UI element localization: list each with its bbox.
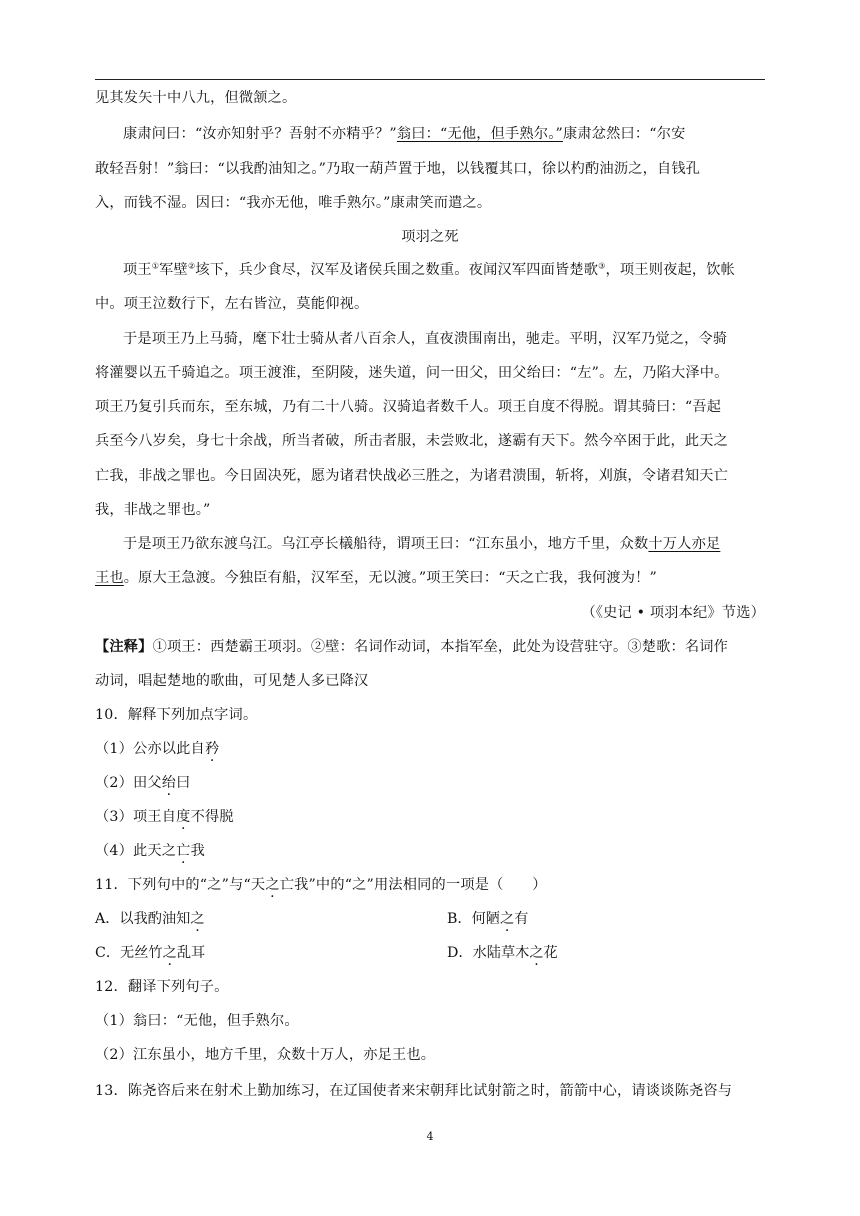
- underlined-phrase: 王也: [95, 570, 124, 586]
- text-line: 项王①军壁②垓下，兵少食尽，汉军及诸侯兵围之数重。夜闻汉军四面皆楚歌③，项王则夜起，饮帐: [123, 261, 736, 278]
- question-11-stem: 11．下列句中的“之”与“天之亡我”中的“之”用法相同的一项是（ ）: [95, 877, 547, 893]
- text-line: 将灌婴以五千骑追之。项王渡淮，至阴陵，迷失道，问一田父，田父绐曰：“左”。左，乃陷大泽中。: [95, 365, 729, 381]
- text-line: 我，非战之罪也。”: [95, 502, 211, 518]
- underlined-phrase: 十万人亦足: [648, 536, 721, 552]
- text-line: 入，而钱不湿。因曰：“我亦无他，唯手熟尔。”康肃笑而遣之。: [95, 195, 492, 211]
- text-line: 于是项王乃欲东渡乌江。乌江亭长檥船待，谓项王曰：“江东虽小，地方千里，众数十万人亦足: [123, 536, 721, 552]
- question-10-item-1: （1）公亦以此自矜: [95, 741, 220, 757]
- option-d: D．水陆草木之花: [447, 945, 558, 961]
- page-number: 4: [426, 1130, 434, 1143]
- dotted-char: 矜: [204, 741, 220, 757]
- question-10-stem: 10．解释下列加点字词。: [95, 707, 258, 723]
- notes-line: 【注释】①项王：西楚霸王项羽。②壁：名词作动词，本指军垒，此处为设营驻守。③楚歌：名词作: [95, 639, 729, 655]
- question-10-item-3: （3）项王自度不得脱: [95, 809, 234, 825]
- question-12-item-1: （1）翁曰：“无他，但手熟尔。: [95, 1013, 299, 1029]
- dotted-char: 之: [500, 911, 515, 927]
- footnote-marker: ②: [187, 261, 196, 271]
- question-10-item-2: （2）田父绐曰: [95, 775, 191, 791]
- text-line: 见其发矢十中八九，但微颔之。: [95, 90, 297, 106]
- question-12-item-2: （2）江东虽小，地方千里，众数十万人，亦足王也。: [95, 1047, 436, 1063]
- header-rule: [95, 79, 765, 80]
- option-b: B．何陋之有: [447, 911, 529, 927]
- notes-label: 【注释】: [95, 639, 153, 655]
- dotted-char: 之: [529, 945, 544, 961]
- dotted-char: 之: [190, 911, 205, 927]
- footnote-marker: ①: [151, 261, 160, 271]
- option-a: A．以我酌油知之: [95, 911, 205, 927]
- text-line: 王也。原大王急渡。今独臣有船，汉军至，无以渡。”项王笑曰：“天之亡我，我何渡为！”: [95, 570, 657, 586]
- text-line: 康肃问曰：“汝亦知射乎？吾射不亦精乎？”翁曰：“无他，但手熟尔。”康肃忿然曰：“尔安: [123, 126, 686, 142]
- text-line: 敢轻吾射！”翁曰：“以我酌油知之。”乃取一葫芦置于地，以钱覆其口，徐以杓酌油沥之，自钱孔: [95, 161, 701, 177]
- dotted-char: 绐: [161, 775, 177, 791]
- notes-line: 动词，唱起楚地的歌曲，可见楚人多已降汉: [95, 673, 369, 689]
- source-citation: （《史记 • 项羽本纪》节选）: [581, 605, 765, 621]
- underlined-phrase: 翁曰：“无他，但手熟尔。”: [396, 126, 563, 142]
- text-line: 兵至今八岁矣，身七十余战，所当者破，所击者服，未尝败北，遂霸有天下。然今卒困于此，此天之: [95, 433, 729, 449]
- passage-title: 项羽之死: [401, 229, 459, 245]
- footnote-marker: ③: [598, 261, 606, 271]
- text-line: 项王乃复引兵而东，至东城，乃有二十八骑。汉骑追者数千人。项王自度不得脱。谓其骑曰：“吾起: [95, 399, 722, 415]
- question-10-item-4: （4）此天之亡我: [95, 843, 205, 859]
- dotted-char: 度: [176, 809, 191, 825]
- option-c: C．无丝竹之乱耳: [95, 945, 206, 961]
- text-line: 于是项王乃上马骑，麾下壮士骑从者八百余人，直夜溃围南出，驰走。平明，汉军乃觉之，令骑: [123, 331, 728, 347]
- text-line: 亡我，非战之罪也。今日固决死，愿为诸君快战必三胜之，为诸君溃围，斩将，刈旗，令诸君知天亡: [95, 468, 729, 484]
- dotted-char: 之: [265, 877, 280, 893]
- text-line: 中。项王泣数行下，左右皆泣，莫能仰视。: [95, 296, 369, 312]
- dotted-char: 之: [162, 945, 177, 961]
- question-13-stem: 13．陈尧咨后来在射术上勤加练习，在辽国使者来宋朝拜比试射箭之时，箭箭中心，请谈谈陈尧咨与: [95, 1083, 733, 1099]
- question-12-stem: 12．翻译下列句子。: [95, 979, 229, 995]
- dotted-char: 亡: [176, 843, 191, 859]
